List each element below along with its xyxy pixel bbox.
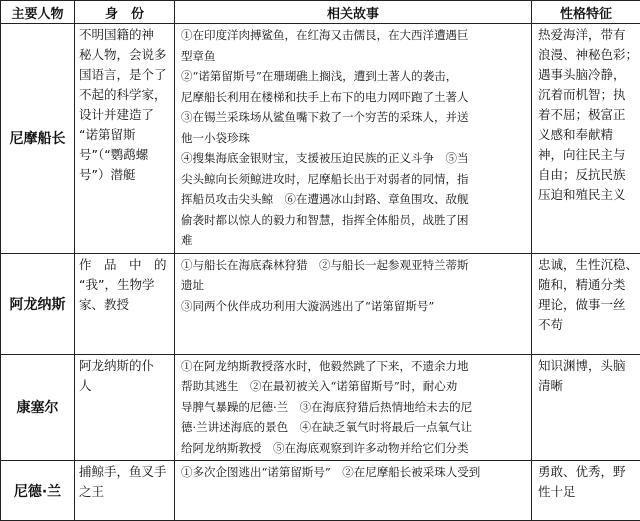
- identity-line: 设计并建造了: [79, 105, 170, 125]
- character-traits: [532, 354, 640, 461]
- story-line: 给阿龙纳斯教授 ⑤在海底观察到许多动物并给它们分类: [181, 438, 527, 459]
- header-identity: 身 份: [75, 1, 175, 24]
- story-line: 他一小袋珍珠: [181, 128, 527, 149]
- character-traits: [532, 253, 640, 354]
- traits-line: 性十足: [538, 482, 637, 502]
- story-line: ③在锡兰采珠场从鲨鱼嘴下救了一个穷苦的采珠人，并送: [181, 107, 527, 128]
- story-line: 帮助其逃生 ②在最初被关入“诺第留斯号”时，耐心劝: [181, 376, 527, 397]
- story-line: ②“诺第留斯号”在珊瑚礁上搁浅，遭到土著人的袭击，: [181, 66, 527, 87]
- identity-line: 阿龙纳斯的仆: [79, 356, 170, 376]
- character-name: 尼摩船长: [1, 24, 75, 254]
- traits-line: 热爱海洋，带有: [538, 25, 637, 45]
- header-row: [1, 1, 640, 24]
- table-row: [1, 354, 640, 461]
- identity-line: 不起的科学家，: [79, 85, 170, 105]
- story-line: ④搜集海底金银财宝，支援被压迫民族的正义斗争 ⑤当: [181, 148, 527, 169]
- traits-line: 着不屈；极富正: [538, 105, 637, 125]
- story-line: 导脾气暴躁的尼德·兰 ③在海底狩猎后热情地给未去的尼: [181, 397, 527, 418]
- character-story: [175, 354, 532, 461]
- character-name: 尼德·兰: [1, 461, 75, 521]
- traits-line: 压迫和殖民主义: [538, 185, 637, 205]
- story-line: ③同两个伙伴成功利用大漩涡逃出了“诺第留斯号”: [181, 296, 527, 317]
- story-line: 型章鱼: [181, 46, 527, 67]
- story-line: 德·兰讲述海底的景色 ④在缺乏氧气时将最后一点氧气让: [181, 417, 527, 438]
- traits-line: 浪漫、神秘色彩；: [538, 45, 637, 65]
- traits-line: 自由；反抗民族: [538, 165, 637, 185]
- traits-line: 知识渊博，头脑: [538, 356, 637, 376]
- character-identity: [75, 354, 175, 461]
- traits-line: 随和，精通分类: [538, 275, 637, 295]
- traits-line: 理论，做事一丝: [538, 295, 637, 315]
- identity-line: 家、教授: [79, 295, 170, 315]
- story-line: ①与船长在海底森林狩猎 ②与船长一起参观亚特兰蒂斯: [181, 255, 527, 276]
- story-line: ①在阿龙纳斯教授落水时，他毅然跳了下来，不遗余力地: [181, 356, 527, 377]
- traits-line: 遇事头脑冷静，: [538, 65, 637, 85]
- character-name: 阿龙纳斯: [1, 253, 75, 354]
- identity-line: “我”，生物学: [79, 275, 170, 295]
- traits-line: 清晰: [538, 376, 637, 396]
- traits-line: 沉着而机智；执: [538, 85, 637, 105]
- story-line: 遗址: [181, 275, 527, 296]
- story-line: 尖头鲸向长须鲸进攻时，尼摩船长出于对弱者的同情，指: [181, 169, 527, 190]
- identity-line: 作 品 中 的: [79, 255, 170, 275]
- story-line: 尼摩船长利用在楼梯和扶手上布下的电力网吓跑了土著人: [181, 87, 527, 108]
- identity-line: 秘人物，会说多: [79, 45, 170, 65]
- table-row: [1, 253, 640, 354]
- character-story: [175, 253, 532, 354]
- character-traits: [532, 24, 640, 254]
- character-identity: [75, 24, 175, 254]
- traits-line: 忠诚，生性沉稳、: [538, 255, 637, 275]
- story-line: ①多次企图逃出“诺第留斯号” ②在尼摩船长被采珠人受到: [181, 462, 527, 483]
- identity-line: 国语言，是个了: [79, 65, 170, 85]
- story-line: ①在印度洋肉搏鲨鱼，在红海又击儒艮，在大西洋遭遇巨: [181, 25, 527, 46]
- traits-line: 义感和奉献精: [538, 125, 637, 145]
- character-story: [175, 24, 532, 254]
- identity-line: “诺第留斯: [79, 125, 170, 145]
- identity-line: 号”（“鹦鹉螺: [79, 145, 170, 165]
- identity-line: 捕鲸手，鱼叉手: [79, 462, 170, 482]
- traits-line: 神，向往民主与: [538, 145, 637, 165]
- identity-line: 之王: [79, 482, 170, 502]
- story-line: 偷袭时都以惊人的毅力和智慧，指挥全体船员，战胜了困: [181, 210, 527, 231]
- character-name: 康塞尔: [1, 354, 75, 461]
- traits-line: 不苟: [538, 315, 637, 335]
- character-identity: [75, 253, 175, 354]
- table-row: [1, 24, 640, 254]
- header-main-character: 主要人物: [1, 1, 75, 24]
- identity-line: 不明国籍的神: [79, 25, 170, 45]
- identity-line: 人: [79, 376, 170, 396]
- story-line: 难: [181, 230, 527, 251]
- traits-line: 勇敢、优秀，野: [538, 462, 637, 482]
- header-related-story: 相关故事: [175, 1, 532, 24]
- identity-line: 号”）潜艇: [79, 165, 170, 185]
- story-line: 挥船员攻击尖头鲸 ⑥在遭遇冰山封路、章鱼围攻、敌舰: [181, 189, 527, 210]
- header-traits: 性格特征: [532, 1, 640, 24]
